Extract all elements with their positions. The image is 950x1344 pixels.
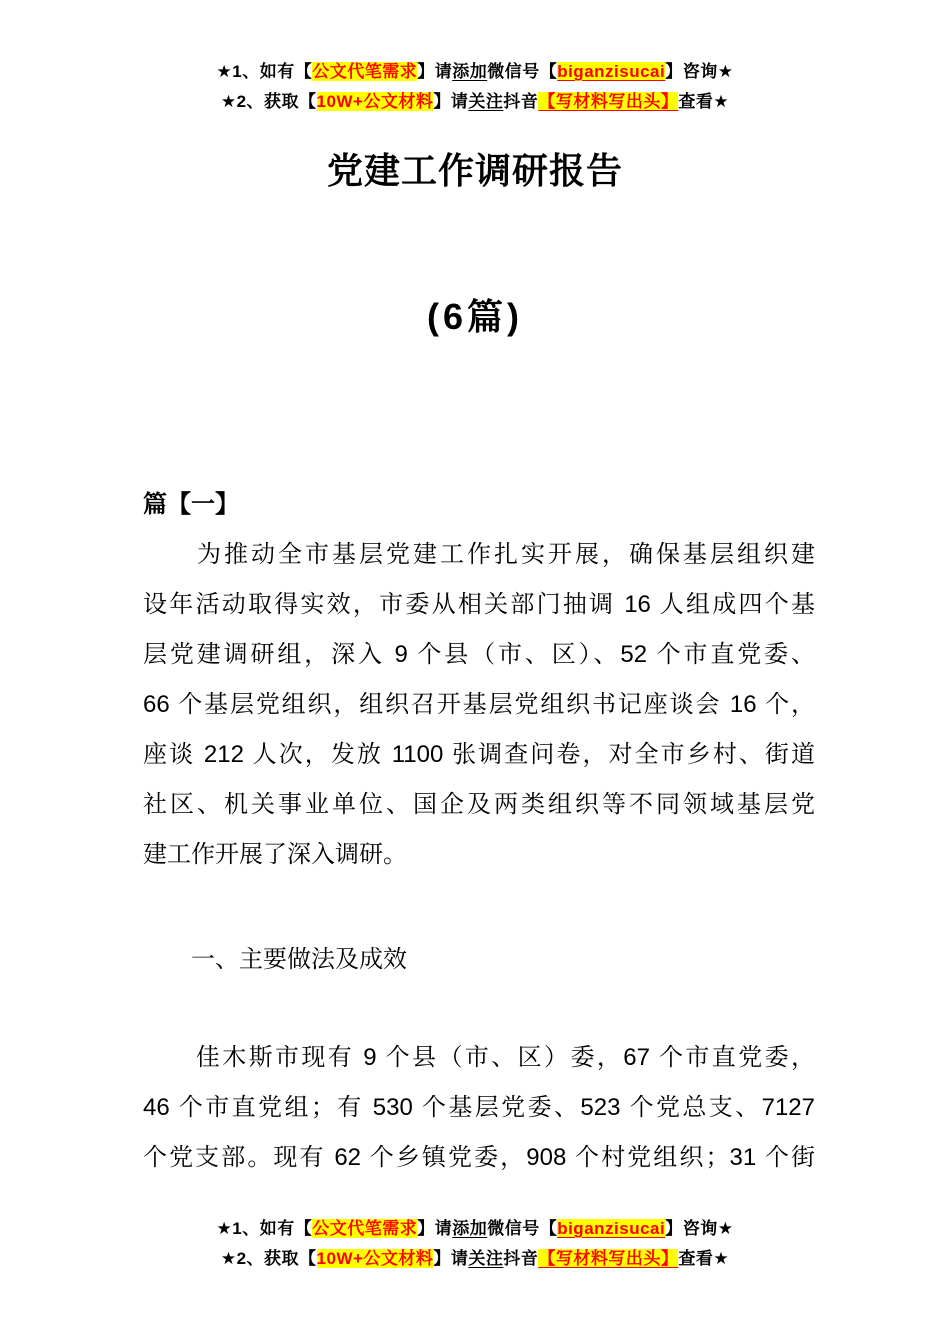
document-body xyxy=(143,480,815,1183)
section-label: 篇【一】 xyxy=(143,491,239,518)
promo-highlight: 关注 xyxy=(468,1249,504,1268)
promo-text: 】请 xyxy=(417,62,453,81)
promo-footer xyxy=(0,1214,950,1274)
text-line: 个党支部。现有 62 个乡镇党委，908 个村党组织；31 个街 xyxy=(143,1144,815,1171)
promo-footer-line-2 xyxy=(0,1244,950,1274)
text-line: 为推动全市基层党建工作扎实开展，确保基层组织建 xyxy=(143,541,815,568)
promo-highlight: biganzisucai xyxy=(557,62,666,81)
promo-highlight: biganzisucai xyxy=(557,1219,666,1238)
document-title: 党建工作调研报告 xyxy=(326,150,623,191)
promo-highlight: 【写材料写出头】 xyxy=(538,92,679,111)
paragraph-2 xyxy=(143,1033,815,1183)
promo-text: 】咨询★ xyxy=(665,62,734,81)
promo-highlight: 公文代笔需求 xyxy=(312,62,418,81)
promo-text: 】请 xyxy=(417,1219,453,1238)
promo-highlight: 添加 xyxy=(452,62,488,81)
promo-highlight: 添加 xyxy=(452,1219,488,1238)
text-line: 设年活动取得实效，市委从相关部门抽调 16 人组成四个基 xyxy=(143,591,815,618)
promo-text: ★2、获取【 xyxy=(220,92,317,111)
promo-text: ★1、如有【 xyxy=(216,1219,313,1238)
text-line: 座谈 212 人次，发放 1100 张调查问卷，对全市乡村、街道 xyxy=(143,741,815,768)
promo-footer-line-1 xyxy=(0,1214,950,1244)
promo-text: 抖音 xyxy=(503,92,539,111)
promo-header xyxy=(0,0,950,117)
promo-text: ★2、获取【 xyxy=(220,1249,317,1268)
promo-text: 查看★ xyxy=(678,1249,730,1268)
promo-header-line-1 xyxy=(0,57,950,87)
promo-highlight: 10W+公文材料 xyxy=(316,1249,434,1268)
promo-text: 查看★ xyxy=(678,92,730,111)
promo-text: 抖音 xyxy=(503,1249,539,1268)
section-heading-1: 一、主要做法及成效 xyxy=(143,946,407,973)
promo-text: 】咨询★ xyxy=(665,1219,734,1238)
promo-text: 微信号【 xyxy=(487,1219,558,1238)
text-line: 社区、机关事业单位、国企及两类组织等不同领域基层党 xyxy=(143,791,815,818)
promo-text: 微信号【 xyxy=(487,62,558,81)
text-line: 建工作开展了深入调研。 xyxy=(143,841,407,868)
promo-text: ★1、如有【 xyxy=(216,62,313,81)
promo-highlight: 【写材料写出头】 xyxy=(538,1249,679,1268)
text-line: 66 个基层党组织，组织召开基层党组织书记座谈会 16 个， xyxy=(143,691,815,718)
promo-text: 】请 xyxy=(433,1249,469,1268)
promo-highlight: 公文代笔需求 xyxy=(312,1219,418,1238)
paragraph-1 xyxy=(143,530,815,880)
text-line: 46 个市直党组；有 530 个基层党委、523 个党总支、7127 xyxy=(143,1094,815,1121)
promo-text: 】请 xyxy=(433,92,469,111)
text-line: 层党建调研组，深入 9 个县（市、区）、52 个市直党委、 xyxy=(143,641,815,668)
promo-header-line-2 xyxy=(0,87,950,117)
promo-highlight: 10W+公文材料 xyxy=(316,92,434,111)
document-subtitle: (6篇) xyxy=(427,296,523,337)
text-line: 佳木斯市现有 9 个县（市、区）委，67 个市直党委， xyxy=(143,1044,815,1071)
promo-highlight: 关注 xyxy=(468,92,504,111)
